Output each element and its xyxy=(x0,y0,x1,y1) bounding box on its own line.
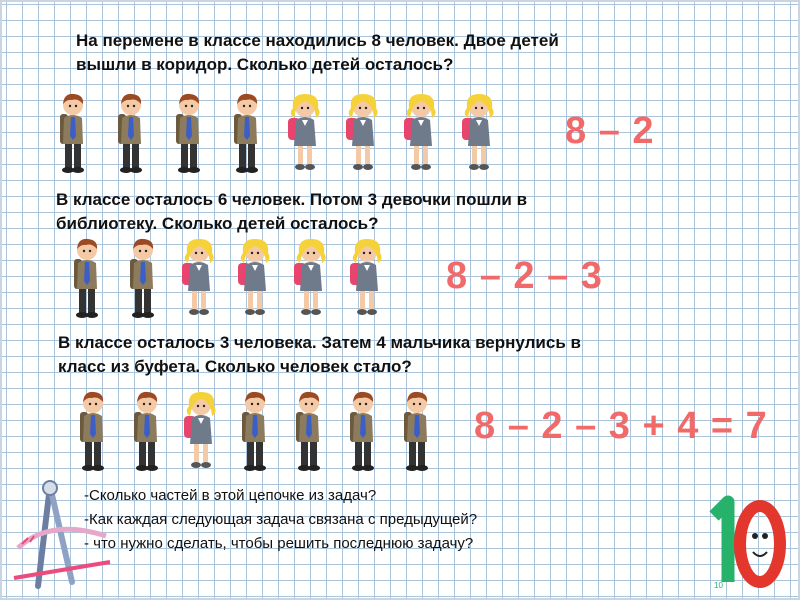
boy-figure xyxy=(64,237,110,319)
girl-figure xyxy=(282,92,328,174)
girl-figure xyxy=(456,92,502,174)
task-2-line-1: В классе осталось 6 человек. Потом 3 девочки пошли в xyxy=(56,190,528,209)
boy-figure xyxy=(166,92,212,174)
task-1-expression: 8 – 2 xyxy=(565,110,655,152)
task-2-line-2: библиотеку. Сколько детей осталось? xyxy=(56,214,379,233)
task-3-line-2: класс из буфета. Сколько человек стало? xyxy=(58,357,412,376)
boy-figure xyxy=(50,92,96,174)
task-2-expression: 8 – 2 – 3 xyxy=(446,255,603,297)
girl-figure xyxy=(340,92,386,174)
boy-figure xyxy=(70,390,116,472)
task-1-line-2: вышли в коридор. Сколько детей осталось? xyxy=(76,55,454,74)
discussion-questions xyxy=(84,484,477,556)
task-1-line-1: На перемене в классе находились 8 человек. Двое детей xyxy=(76,31,559,50)
question-2: -Как каждая следующая задача связана с предыдущей? xyxy=(84,511,478,528)
boy-figure xyxy=(232,390,278,472)
girl-figure xyxy=(344,237,390,319)
compass-icon xyxy=(10,478,120,596)
boy-figure xyxy=(286,390,332,472)
task-3-line-1: В классе осталось 3 человека. Затем 4 мальчика вернулись в xyxy=(58,333,581,352)
girl-figure xyxy=(232,237,278,319)
question-1: -Сколько частей в этой цепочке из задач? xyxy=(84,487,377,504)
task-2-text xyxy=(56,188,696,236)
girl-figure xyxy=(398,92,444,174)
boy-figure xyxy=(124,390,170,472)
boy-figure xyxy=(120,237,166,319)
number-badge-text: 10 xyxy=(714,581,723,590)
task-1-text xyxy=(76,29,736,77)
task-3-text xyxy=(58,331,748,379)
boy-figure xyxy=(224,92,270,174)
boy-figure xyxy=(394,390,440,472)
question-3: - что нужно сделать, чтобы решить последнюю задачу? xyxy=(84,535,474,552)
boy-figure xyxy=(340,390,386,472)
girl-figure xyxy=(288,237,334,319)
task-3-expression: 8 – 2 – 3 + 4 = 7 xyxy=(474,405,768,447)
number-ten-icon xyxy=(704,490,788,590)
girl-figure xyxy=(176,237,222,319)
boy-figure xyxy=(108,92,154,174)
girl-figure xyxy=(178,390,224,472)
